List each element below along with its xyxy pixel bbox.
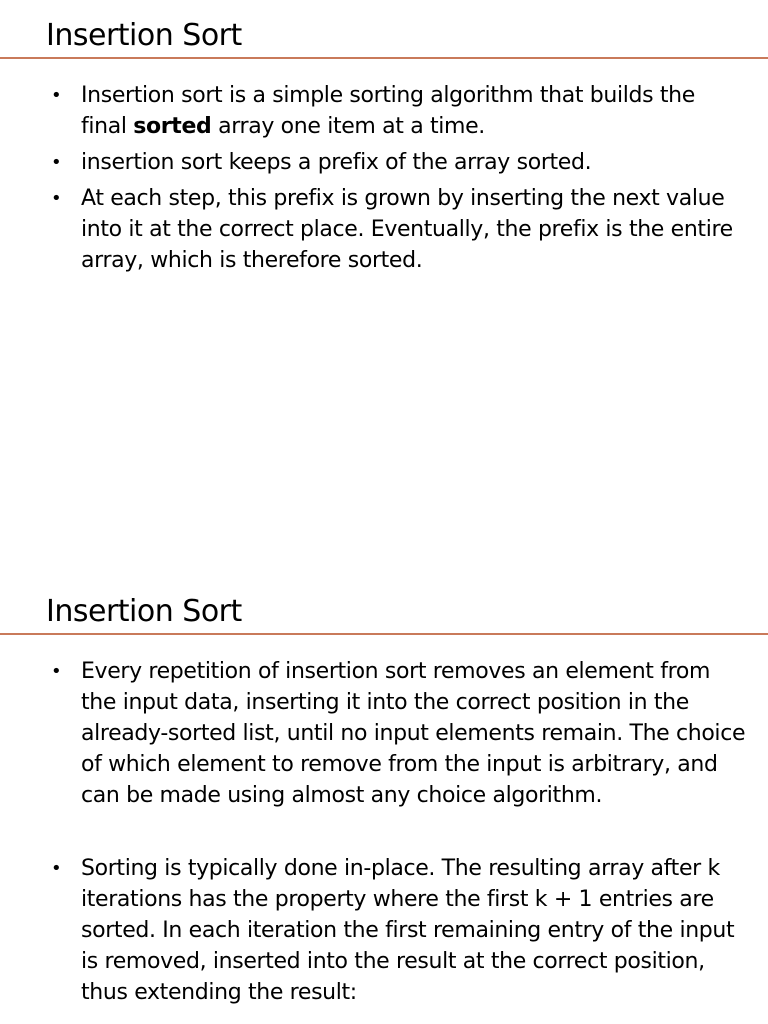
bullet-text: At each step, this prefix is grown by inserting the next value into it at the correct place. Eventually, the prefix is the entire array, which is therefore sorted. [81, 186, 733, 273]
title-divider [0, 57, 768, 59]
bullet-text-part: Insertion sort is a simple sorting algorithm that builds the final [81, 83, 695, 139]
bullet-item [0, 147, 768, 178]
bullet-item [0, 656, 768, 811]
bold-term: sorted [133, 114, 212, 139]
title-divider [0, 633, 768, 635]
slide-title: Insertion Sort [46, 594, 242, 629]
slide-title: Insertion Sort [46, 18, 242, 53]
bullet-item [0, 80, 768, 142]
bullet-list [0, 656, 768, 1008]
bullet-text: Every repetition of insertion sort removes an element from the input data, inserting it into the correct position in the already-sorted list, until no input elements remain. The choice of which element to remove from the input is arbitrary, and can be made using almost any choice algorithm. [81, 659, 746, 808]
bullet-item [0, 853, 768, 1008]
bullet-marker: • [51, 188, 62, 209]
bullet-text [81, 83, 695, 139]
slide-2 [0, 576, 768, 1024]
bullet-marker: • [51, 858, 62, 879]
bullet-text: insertion sort keeps a prefix of the array sorted. [81, 150, 592, 175]
bullet-text-part: array one item at a time. [211, 114, 485, 139]
bullet-marker: • [51, 85, 62, 106]
bullet-text: Sorting is typically done in-place. The resulting array after k iterations has the property where the first k + 1 entries are sorted. In each iteration the first remaining entry of the input is removed, inserted into the result at the correct position, thus extending the result: [81, 856, 735, 1005]
bullet-item [0, 183, 768, 276]
bullet-marker: • [51, 152, 62, 173]
bullet-marker: • [51, 661, 62, 682]
bullet-list [0, 80, 768, 276]
